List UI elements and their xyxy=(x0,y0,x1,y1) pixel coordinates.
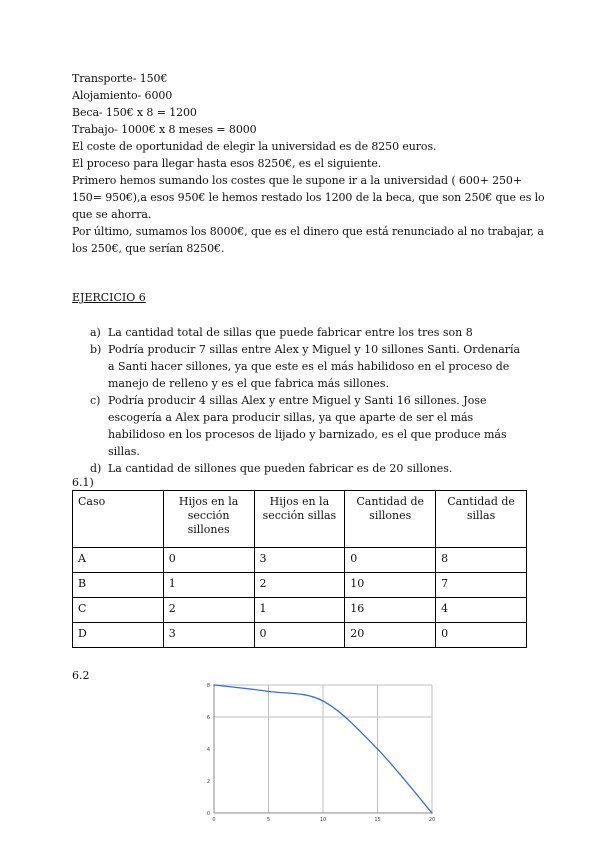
table-cell: 2 xyxy=(254,573,345,598)
intro-line: Primero hemos sumando los costes que le supone ir a la universidad ( 600+ 250+ xyxy=(72,174,522,187)
y-tick-label: 6 xyxy=(206,715,210,721)
answer-item xyxy=(90,460,530,477)
intro-line: El coste de oportunidad de elegir la universidad es de 8250 euros. xyxy=(72,140,437,153)
chart-caption: 6.2 xyxy=(72,669,90,682)
table-cell: 4 xyxy=(436,598,527,623)
answer-text: La cantidad de sillones que pueden fabricar es de 20 sillones. xyxy=(108,462,453,475)
table-cell: 0 xyxy=(436,623,527,648)
table-cell: 1 xyxy=(163,573,254,598)
y-tick-label: 0 xyxy=(206,811,210,817)
header-hijos-sillas: Hijos en la sección sillas xyxy=(254,491,345,548)
intro-line: Beca- 150€ x 8 = 1200 xyxy=(72,106,197,119)
data-point xyxy=(268,691,270,693)
x-tick-label: 15 xyxy=(374,817,381,823)
intro-line: Por último, sumamos los 8000€, que es el dinero que está renunciado al no trabajar, a xyxy=(72,225,544,238)
table-row xyxy=(73,548,527,573)
data-table xyxy=(72,490,527,648)
table-cell: A xyxy=(73,548,164,573)
table-cell: 3 xyxy=(163,623,254,648)
table-cell: 20 xyxy=(345,623,436,648)
data-point xyxy=(431,812,433,814)
production-frontier-chart xyxy=(200,678,450,828)
table-row xyxy=(73,623,527,648)
answer-marker: b) xyxy=(90,343,102,356)
answer-list xyxy=(90,324,530,477)
table-cell: 10 xyxy=(345,573,436,598)
table-cell: C xyxy=(73,598,164,623)
exercise-heading: EJERCICIO 6 xyxy=(72,291,146,304)
data-point xyxy=(377,748,379,750)
table-row xyxy=(73,573,527,598)
answer-text: La cantidad total de sillas que puede fabricar entre los tres son 8 xyxy=(108,326,473,339)
table-cell: 8 xyxy=(436,548,527,573)
table-cell: 0 xyxy=(163,548,254,573)
answer-item xyxy=(90,392,530,460)
x-tick-label: 20 xyxy=(428,817,436,823)
answer-item xyxy=(90,341,530,392)
table-cell: B xyxy=(73,573,164,598)
data-point xyxy=(213,684,215,686)
header-cantidad-sillones: Cantidad de sillones xyxy=(345,491,436,548)
answer-text: Podría producir 7 sillas entre Alex y Miguel y 10 sillones Santi. Ordenaría a Santi hacer sillones, ya que este es el más habilidoso en el proceso de manejo de relleno y es el que fabrica más sillones. xyxy=(108,343,521,390)
table-cell: 1 xyxy=(254,598,345,623)
header-hijos-sillones: Hijos en la sección sillones xyxy=(163,491,254,548)
header-caso: Caso xyxy=(73,491,164,548)
y-tick-label: 2 xyxy=(206,779,210,785)
table-header-row xyxy=(73,491,527,548)
intro-line: los 250€, que serían 8250€. xyxy=(72,242,225,255)
table-cell: 7 xyxy=(436,573,527,598)
x-tick-label: 10 xyxy=(319,817,327,823)
answer-marker: a) xyxy=(90,326,101,339)
table-cell: 3 xyxy=(254,548,345,573)
answer-marker: d) xyxy=(90,462,102,475)
header-cantidad-sillas: Cantidad de sillas xyxy=(436,491,527,548)
y-tick-label: 8 xyxy=(206,683,210,689)
x-tick-label: 5 xyxy=(266,817,271,823)
table-cell: 0 xyxy=(345,548,436,573)
table-cell: 2 xyxy=(163,598,254,623)
intro-line: Transporte- 150€ xyxy=(72,72,168,85)
answer-text: Podría producir 4 sillas Alex y entre Miguel y Santi 16 sillones. Jose escogería a Alex para producir sillas, ya que aparte de ser el más habilidoso en los procesos de lijado y barnizado, es el que produce más sillas. xyxy=(108,394,507,458)
data-point xyxy=(322,700,324,702)
table-row xyxy=(73,598,527,623)
table-cell: 16 xyxy=(345,598,436,623)
intro-line: Alojamiento- 6000 xyxy=(72,89,173,102)
table-cell: 0 xyxy=(254,623,345,648)
intro-line: Trabajo- 1000€ x 8 meses = 8000 xyxy=(72,123,257,136)
answer-item xyxy=(90,324,530,341)
table-caption: 6.1) xyxy=(72,476,94,489)
table-cell: D xyxy=(73,623,164,648)
intro-line: El proceso para llegar hasta esos 8250€, es el siguiente. xyxy=(72,157,382,170)
x-tick-label: 0 xyxy=(212,817,216,823)
intro-line: que se ahorra. xyxy=(72,208,152,221)
intro-line: 150= 950€),a esos 950€ le hemos restado los 1200 de la beca, que son 250€ que es lo xyxy=(72,191,545,204)
y-tick-label: 4 xyxy=(206,747,210,753)
answer-marker: c) xyxy=(90,394,101,407)
